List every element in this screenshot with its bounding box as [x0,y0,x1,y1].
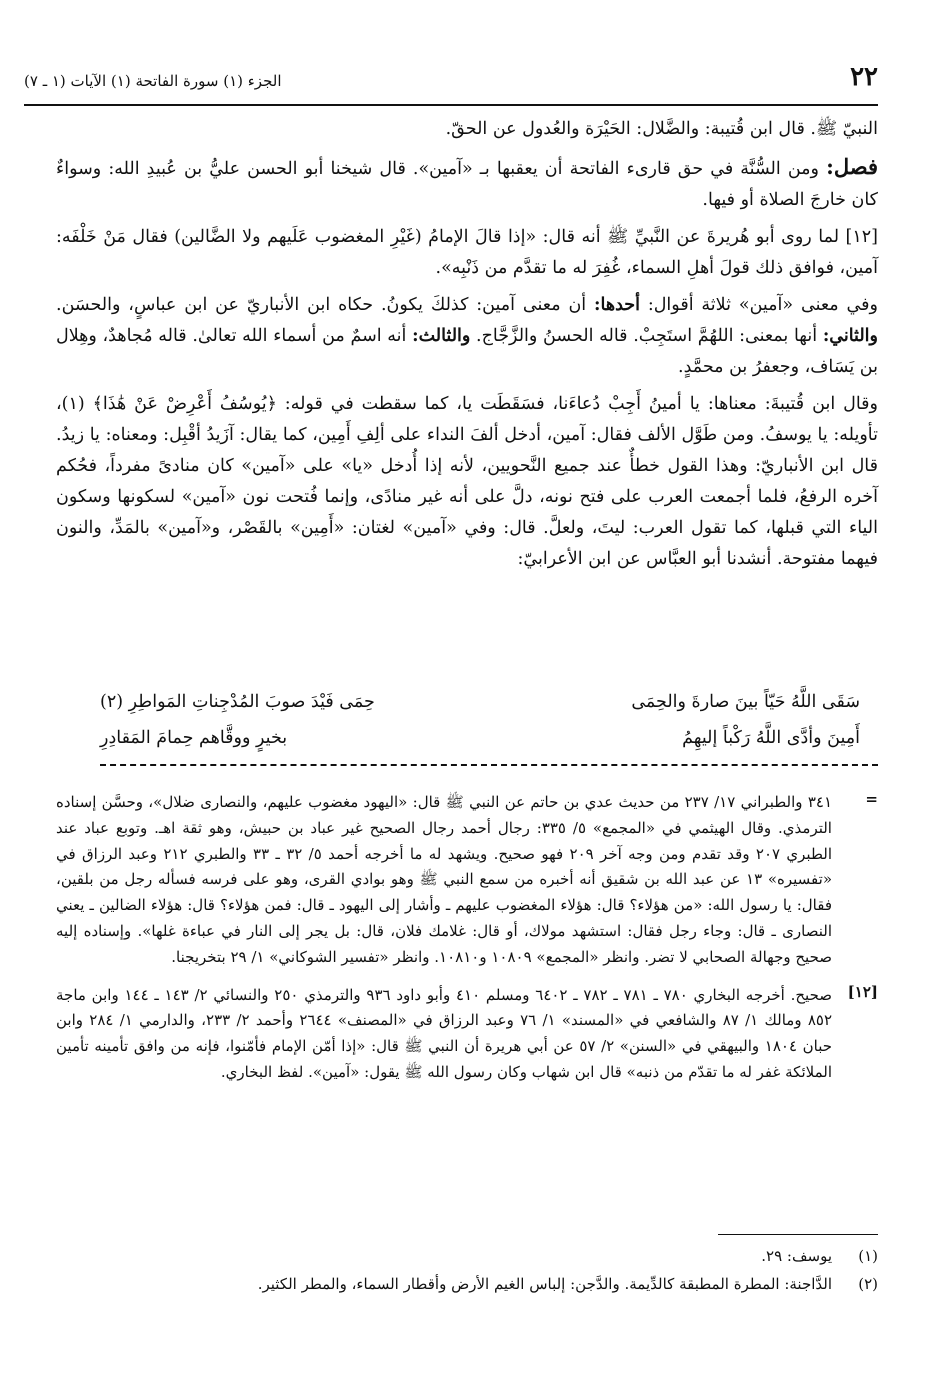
hemistich-right: سَقَى اللَّهُ حَيّاً بينَ صارةَ والحِمَى [631,692,860,712]
page-number: ٢٢ [850,62,878,92]
text-run: وفي معنى «آمين» ثلاثة أقوال: [647,295,878,315]
footnote-label: (١) [858,1247,878,1265]
paragraph: النبيّ ﷺ. قال ابن قُتيبة: والضَّلال: الحَيْرَة والعُدول عن الحقّ. [445,119,878,139]
poem [100,684,860,756]
text-run: أنه اسمٌ من أسماء الله تعالىٰ. قاله مُجاهدٌ، وهِلال بن يَسَاف، وجعفرُ بن محمَّدٍ. [56,326,878,377]
label-third: والثالث: [412,326,471,346]
footnote-rule [718,1234,878,1235]
paragraph-fasl [56,151,878,216]
paragraph-meanings [56,290,878,383]
text-run: أن معنى آمين: كذلكَ يكونُ. حكاه ابن الأنباريّ عن ابن عباسٍ، والحسَن. [56,295,587,315]
note-text: صحيح. أخرجه البخاري ٧٨٠ ـ ٧٨١ ـ ٧٨٢ ـ ٦٤٠٢ ومسلم ٤١٠ وأبو داود ٩٣٦ والترمذي ٢٥٠ والنسائي ٢/ ١٤٣ ـ ١٤٤ وابن ماجة ٨٥٢ ومالك ١/ ٨٧ والشافعي في «المسند» ١/ ٧٦ وعبد الرزاق في «المصنف» ٢٦٤٤ وأحمد ٢/ ٢٣٣، والدارمي ١/ ٢٨٤ وابن حبان ١٨٠٤ والبيهقي في «السنن» ٢/ ٥٧ عن أبي هريرة أن النبي ﷺ قال: «إذا أمّن الإمام فأمّنوا، فإنه من وافق تأمينه تأمين الملائكة غفر له ما تقدّم من ذنبه» قال ابن شهاب وكان رسول الله ﷺ يقول: «آمين». لفظ البخاري. [56,985,833,1081]
notes-separator [100,764,878,766]
running-title: الجزء (١) سورة الفاتحة (١) الآيات (١ ـ ٧) [24,72,282,90]
note-label: = [865,790,878,808]
main-text [56,114,878,575]
hemistich-left: حِمَى فَيْدَ صوبَ المُدْجِناتِ المَواطِرِ (٢) [100,692,375,712]
paragraph-hadith: [١٢] لما روى أبو هُريرةَ عن النَّبيِّ ﷺ أنه قال: «إذا قالَ الإمامُ (غَيْرِ المغضوب عَلَيهم ولا الضَّالين) فقال مَنْ خَلْفَه: آمين، فوافق ذلك قولَ أهلِ السماء، غُفِرَ له ما تقدَّم من ذَنْبِه». [56,227,878,278]
hemistich-left: بخيرٍ ووقَّاهم حِمامَ المَقادِرِ [100,728,288,748]
label-second: والثاني: [822,326,878,346]
page-header [24,60,878,106]
footnote-text: يوسف: ٢٩. [761,1247,832,1265]
paragraph-text: ومن السُّنَّة في حق قارىء الفاتحة أن يعقبها بـ «آمين». قال شيخنا أبو الحسن عليُّ بن عُبيدِ الله: وسواءٌ كان خارجَ الصلاة أو فيها. [56,159,878,210]
takhrij-notes [56,790,878,1098]
paragraph-ibn-qutayba: وقال ابن قُتيبةَ: معناها: يا أمينُ أَجِبْ دُعاءَنا، فسَقَطَت يا، كما سقطت في قوله: ﴿يُوسُفُ أَعْرِضْ عَنْ هَٰذَا﴾ (١)، تأويله: يا يوسفُ. ومن طَوَّل الألف فقال: آمين، أدخل ألفَ النداء على ألِفِ أَمِين، كما يقال: آزَيدُ أقْبِل: ومعناه: يا زيدُ. قال ابن الأنباريّ: وهذا القول خطأٌ عند جميع النَّحويين، لأنه إذا أُدخل «يا» على «آمين» كان منادىً مفرداً، فحُكم آخره الرفعُ، فلما أجمعت العرب على فتح نونه، دلَّ على أنه غير منادًى، وإنما فُتحت نون «آمين» لسكونها وسكون الياء التي قبلها، كما تقول العرب: ليتَ، ولعلَّ. قال: وفي «آمين» لغتان: «أَمِين» بالقَصْر، و«آمين» بالمَدِّ، والنون فيهما مفتوحة. أنشدنا أبو العبَّاس عن ابن الأعرابيّ: [56,394,878,569]
section-term: فصل: [826,154,878,179]
hemistich-right: أَمِينَ وأدَّى اللَّهُ رَكْباً إليهِمُ [682,728,860,748]
verse [100,720,860,756]
label-first: أحدها: [594,295,640,315]
note-label: [١٢] [847,982,878,1001]
footnote-text: الدَّاجنة: المطرة المطبقة كالدِّيمة. والدَّجن: إلباس الغيم الأرض وأقطار السماء، والمطر الكثير. [257,1275,832,1293]
footnote [56,1242,878,1270]
footnote [56,1270,878,1298]
footnote-label: (٢) [858,1275,878,1293]
text-run: أنها بمعنى: اللهُمَّ استَجِبْ. قاله الحسنُ والزَّجَّاج. [476,326,818,346]
note-item [56,790,878,971]
note-item [56,983,878,1086]
footnotes [56,1242,878,1298]
note-text: ٣٤١ والطبراني ١٧/ ٢٣٧ من حديث عدي بن حاتم عن النبي ﷺ قال: «اليهود مغضوب عليهم، والنصارى ضلال»، وحسَّن إسناده الترمذي. وقال الهيثمي في «المجمع» ٥/ ٣٣٥: رجال أحمد رجال الصحيح غير عباد بن حبيش، وهو ثقة اهـ. وتوبع عباد عند الطبري ٢٠٧ وقد تقدم ومن وجه آخر ٢٠٩ فهو صحيح. ويشهد له ما أخرجه أحمد ٥/ ٣٢ ـ ٣٣ والطبري ٢١٢ وعبد الرزاق في «تفسيره» ١٣ عن عبد الله بن شقيق أنه أخبره من سمع النبي ﷺ وهو بوادي القرى، وهو على فرسه فسأله رجل من بلقين، فقال: يا رسول الله: «من هؤلاء؟ قال: هؤلاء المغضوب عليهم ـ وأشار إلى اليهود ـ قال: فمن هؤلاء؟ قال: هؤلاء الضالين ـ يعني النصارى ـ قال: وجاء رجل فقال: استشهد مولاك، أو قال: غلامك فلان، قال: بل يجر إلى النار في عباءة غلها». وإسناده إليه صحيح وجهالة الصحابي لا تضر. وانظر «المجمع» ١٠٨٠٩ و١٠٨١٠. وانظر «تفسير الشوكاني» ١/ ٢٩ بتخريجنا. [56,793,832,966]
verse [100,684,860,720]
